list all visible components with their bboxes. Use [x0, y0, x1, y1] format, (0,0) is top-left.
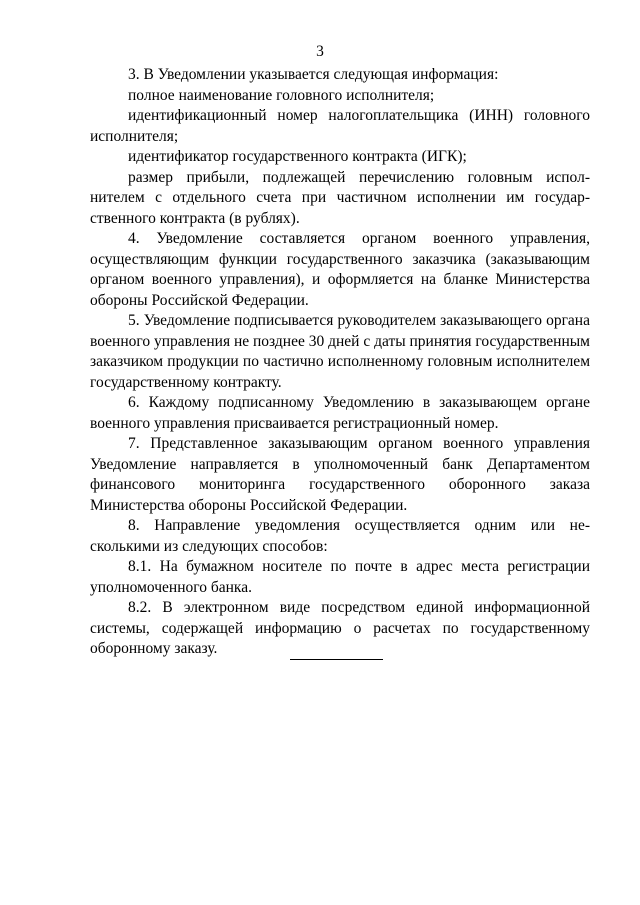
paragraph-3-item-igk: идентификатор государственного контракта (ИГК); — [128, 148, 467, 165]
paragraph-8-2: 8.2. В электронном виде посредством единой информационной системы, содержащей информацию о расчетах по государственному оборонному заказу. — [90, 599, 590, 657]
end-divider — [290, 659, 383, 660]
paragraph-8-1: 8.1. На бумажном носителе по почте в адрес места регистрации уполномоченного банка. — [90, 558, 590, 596]
paragraph-3-item-profit: размер прибыли, подлежащей перечислению головным исполнителем с отдельного счета при частичном исполнении им государственного контракта (в рублях). — [90, 168, 590, 227]
paragraph-3: 3. В Уведомлении указывается следующая информация: — [128, 66, 499, 83]
paragraph-8: 8. Направление уведомления осуществляется одним или несколькими из следующих способов: — [90, 517, 590, 555]
paragraph-7: 7. Представленное заказывающим органом военного управления Уведомление направляется в уполномоченный банк Департаментом финансового мониторинга государственного оборонного заказа Министерства обороны Российской Федерации. — [90, 435, 590, 514]
paragraph-3-item-inn: идентификационный номер налогоплательщика (ИНН) головного исполнителя; — [90, 107, 590, 145]
paragraph-4: 4. Уведомление составляется органом военного управления, осуществляющим функции государственного заказчика (заказывающим органом военного управления), и оформляется на бланке Министерства обороны Российской Федерации. — [90, 230, 590, 309]
page-number: 3 — [316, 43, 324, 60]
paragraph-3-item-name: полное наименование головного исполнителя; — [128, 86, 435, 104]
paragraph-5: 5. Уведомление подписывается руководителем заказывающего органа военного управления не позднее 30 дней с даты принятия государственным заказчиком продукции по частично исполненному головным исполнителем государственному контракту. — [90, 312, 590, 391]
document-body — [90, 65, 590, 660]
paragraph-6: 6. Каждому подписанному Уведомлению в заказывающем органе военного управления присваивается регистрационный номер. — [90, 394, 590, 432]
